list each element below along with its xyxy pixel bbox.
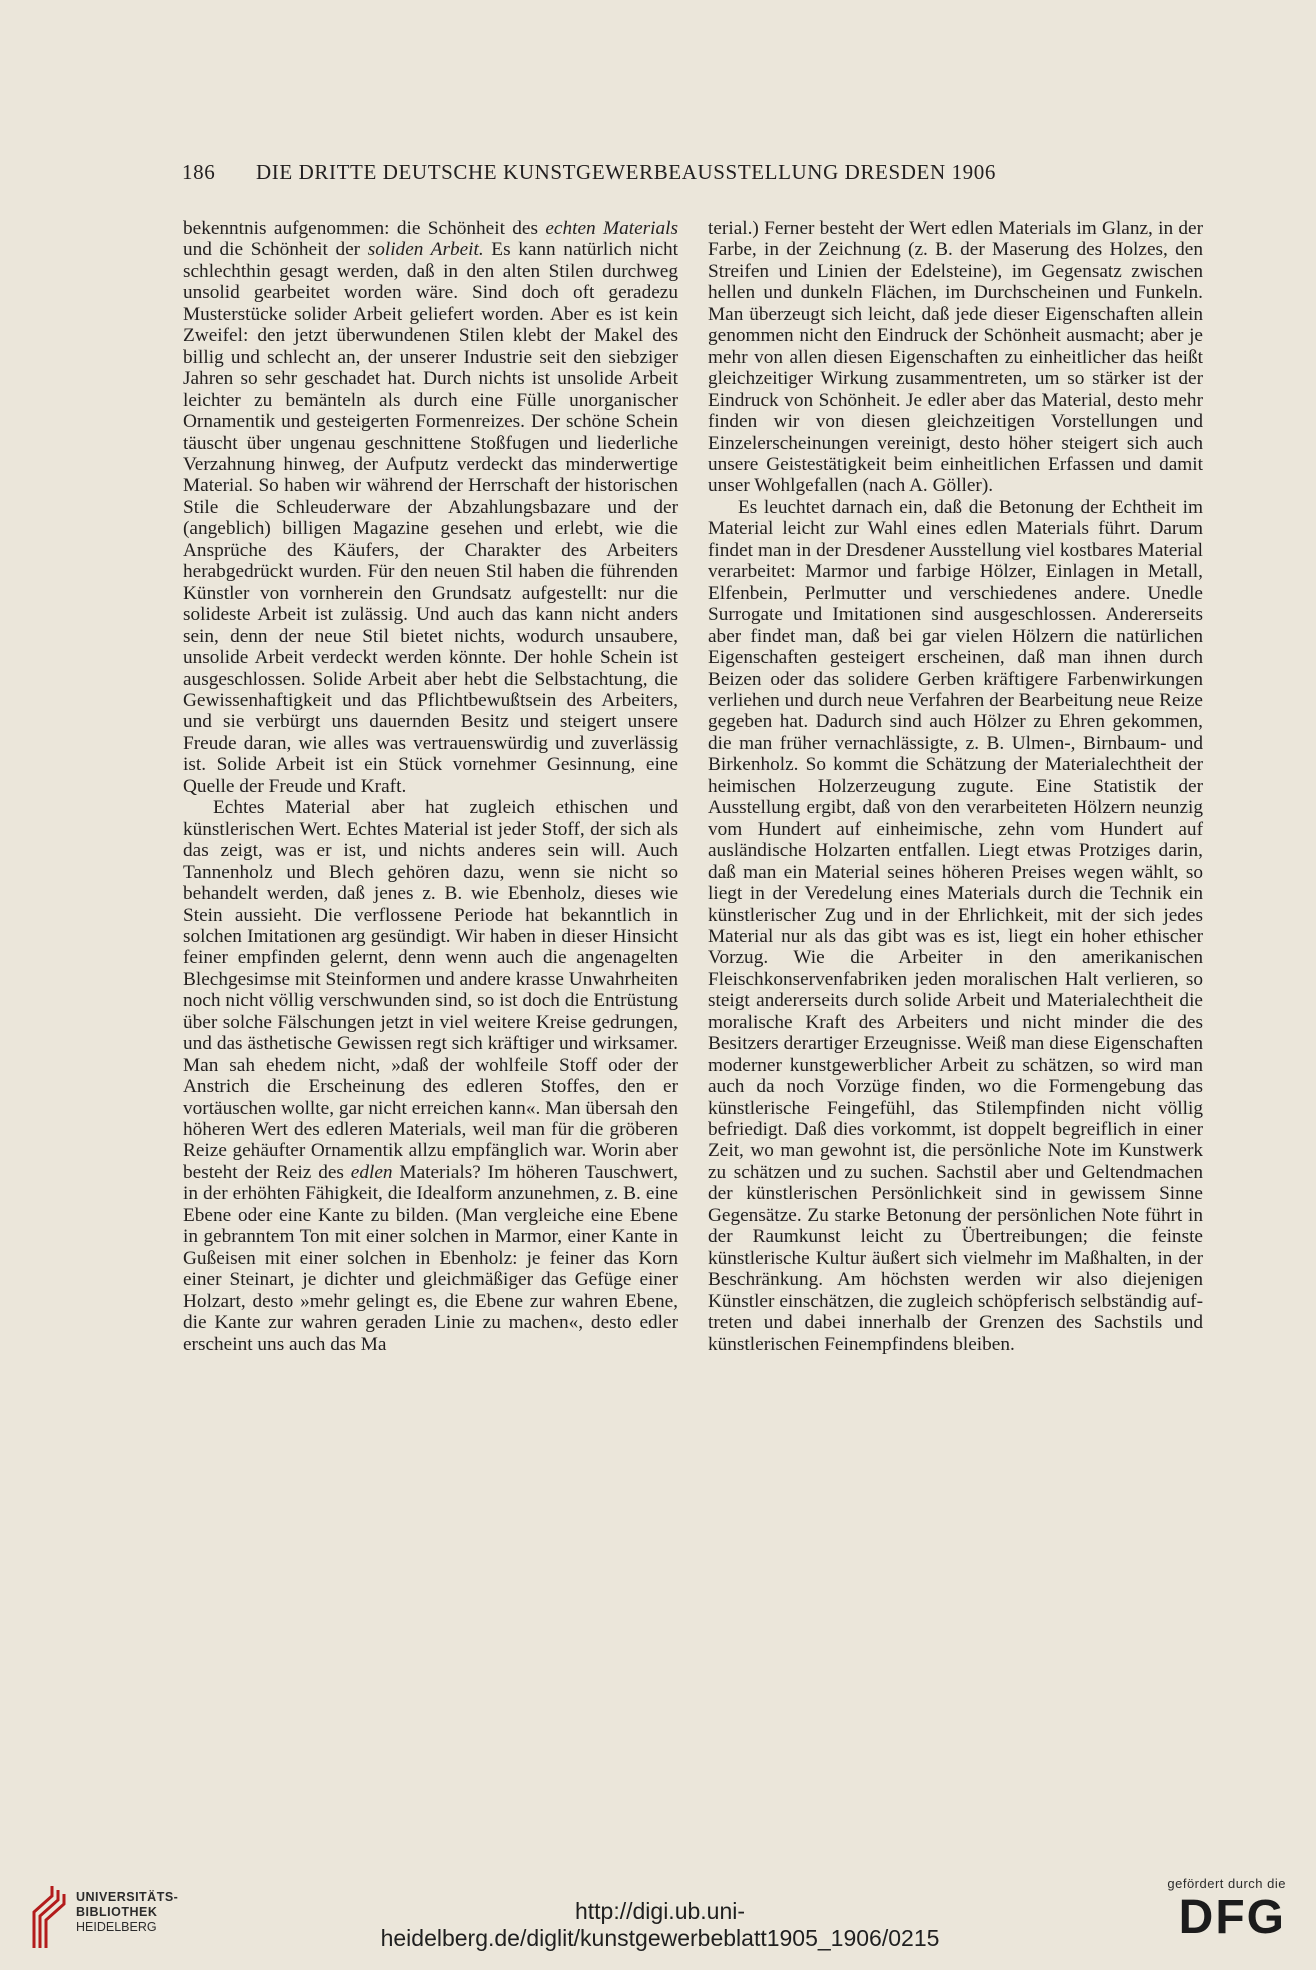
text-run: und die Schönheit der [183, 239, 368, 261]
emphasis-edlen: edlen [350, 1161, 393, 1183]
right-column [708, 218, 1203, 1355]
page-number: 186 [182, 160, 216, 184]
library-name-line-2: BIBLIOTHEK [76, 1905, 158, 1919]
running-head [182, 160, 1092, 185]
library-emblem-icon [30, 1882, 70, 1952]
dfg-logo-icon: DFG [1178, 1891, 1286, 1944]
emphasis-soliden-arbeit: soliden Arbeit. [367, 239, 484, 261]
left-paragraph-2 [183, 797, 678, 1355]
text-run: bekenntnis aufgenommen: die Schönheit des [183, 218, 546, 239]
right-paragraph-1: terial.) Ferner besteht der Wert edlen Materials im Glanz, in der Farbe, in der Zeichnung (z. B. der Maserung des Holzes, den Streifen und Linien der Edelsteine), im Gegensatz zwischen hellen und dunkeln Flächen, im Durchscheinen und Funkeln. Man überzeugt sich leicht, daß jede dieser Eigenschaften allein genommen nicht den Eindruck der Schönheit ausmacht; aber je mehr von allen diesen Eigenschaften zu einheitlicher das heißt gleichzeitiger Wirkung zusammentreten, um so stärker ist der Eindruck von Schönheit. Je edler aber das Material, desto mehr finden wir von diesen gleichzeitigen Vorstellungen und Einzelerscheinungen vereinigt, desto höher steigert sich auch unsere Geistestätigkeit beim einheitlichen Erfassen und damit unser Wohlgefallen (nach A. Göller). [708, 218, 1203, 497]
emphasis-echten-materials: echten Materials [545, 218, 678, 239]
text-run: Echtes Material aber hat zugleich ethischen und künstlerischen Wert. Echtes Material ist jeder Stoff, der sich als das zeigt, was er ist, und nichts anderes sein will. Auch Tannenholz und Blech gehören dazu, wenn sie nicht so behandelt werden, daß jenes z. B. wie Ebenholz, dieses wie Stein aussieht. Die verflossene Periode hat bekanntlich in solchen Imitationen arg gesündigt. Wir haben in dieser Hinsicht feiner empfinden gelernt, denn wenn auch die angenagelten Blechgesimse mit Steinformen und andere krasse Unwahrheiten noch nicht völlig verschwunden sind, so ist doch die Entrüstung über solche Fälschungen jetzt in viel weitere Kreise gedrungen, und das ästhetische Gewissen regt sich kräftiger und wirksamer. Man sah ehedem nicht, »daß der wohlfeile Stoff oder der Anstrich die Erscheinung des edleren Stoffes, den er vortäuschen wollte, gar nicht erreichen kann«. Man übersah den höheren Wert des edleren Materials, weil man für die gröberen Reize gehäufter Ornamentik allzu empfänglich war. Worin aber besteht der Reiz des [183, 797, 678, 1183]
text-run: Materials? Im höheren Tauschwert, in der erhöhten Fähigkeit, die Idealform anzunehmen, z. B. eine Ebene oder eine Kante zu bilden. (Man vergleiche eine Ebene in gebranntem Ton mit einer solchen in Marmor, einer Kante in Gußeisen mit einer solchen in Ebenholz: je feiner das Korn einer Steinart, je dichter und gleichmäßiger das Gefüge einer Holzart, desto »mehr gelingt es, die Ebene zur wahren Ebene, die Kante zur wahren geraden Linie zu machen«, desto edler erscheint uns auch das Ma [183, 1161, 678, 1355]
library-logo[interactable] [30, 1882, 260, 1954]
page-title: DIE DRITTE DEUTSCHE KUNSTGEWERBEAUSSTELLUNG DRESDEN 1906 [256, 160, 996, 184]
library-name-line-1: UNIVERSITÄTS- [76, 1890, 179, 1904]
digitization-footer [0, 1870, 1316, 1970]
text-run: Es kann natürlich nicht schlechthin gesagt werden, daß in den alten Stilen durchweg unsolid gearbeitet worden wäre. Sind doch oft geradezu Musterstücke solider Arbeit geliefert worden. Aber es ist kein Zweifel: den jetzt überwundenen Stilen klebt der Makel des billig und schlecht an, der unserer Industrie seit den siebziger Jahren so sehr geschadet hat. Durch nichts ist unsolide Arbeit leichter zu bemänteln als durch eine Fülle unorganischer Ornamentik und gesteigerten Formenreizes. Der schöne Schein täuscht über ungenau geschnittene Stoßfugen und liederliche Verzahnung hinweg, der Aufputz verdeckt das minderwertige Material. So haben wir während der Herrschaft der historischen Stile die Schleuderware der Abzahlungsbazare und der (angeblich) billigen Magazine gesehen und erlebt, wie die Ansprüche des Käufers, der Charakter des Arbeiters herabgedrückt wurden. Für den neuen Stil haben die führenden Künstler von vornherein den Grundsatz aufgestellt: nur die solideste Arbeit ist zulässig. Und auch das kann nicht anders sein, denn der neue Stil bietet nichts, wodurch unsaubere, unsolide Arbeit verdeckt werden könnte. Der hohle Schein ist ausgeschlossen. Solide Arbeit aber hebt die Selbstachtung, die Gewissenhaftigkeit und das Pflichtbewußtsein des Arbeiters, und sie verbürgt uns dauernden Besitz und steigert unsere Freude daran, wie alles was vertrauenswürdig und zuverlässig ist. Solide Arbeit ist ein Stück vornehmer Gesinnung, eine Quelle der Freude und Kraft. [183, 239, 679, 797]
funding-notice[interactable] [1146, 1876, 1286, 1960]
library-name-line-3: HEIDELBERG [76, 1920, 157, 1934]
left-paragraph-1 [183, 218, 678, 797]
permalink-url[interactable]: http://digi.ub.uni-heidelberg.de/diglit/kunstgewerbeblatt1905_1906/0215 [380, 1898, 940, 1951]
right-paragraph-2: Es leuchtet darnach ein, daß die Betonung der Echtheit im Material leicht zur Wahl eines edlen Materials führt. Darum findet man in der Dresdener Ausstellung viel kostbares Material verarbeitet: Marmor und farbige Hölzer, Einlagen in Metall, Elfenbein, Perlmutter und verschiedenes andere. Unedle Surrogate und Imitationen sind ausgeschlossen. Andererseits aber findet man, daß bei gar vielen Hölzern die natürlichen Eigenschaften gesteigert erscheinen, daß man ihnen durch Beizen oder das solidere Gerben kräftigere Farbenwirkungen verliehen und durch neue Verfahren der Bearbeitung neue Reize gegeben hat. Dadurch sind auch Hölzer zu Ehren gekommen, die man früher vernachlässigte, z. B. Ulmen-, Birnbaum- und Birkenholz. So kommt die Schätzung der Materialechtheit der heimischen Holzerzeugung zugute. Eine Statistik der Ausstellung ergibt, daß von den verarbeiteten Hölzern neunzig vom Hundert auf einheimische, zehn vom Hundert auf ausländische Holzarten entfallen. Liegt etwas Protziges darin, daß man ein Material seines höheren Preises wegen wählt, so liegt in der Veredelung eines Materials durch die Technik ein künstlerischer Zug und in der Ehrlichkeit, mit der sich jedes Material nur als das gibt was es ist, liegt ein hoher ethischer Vorzug. Wie die Arbeiter in den amerikanischen Fleischkonservenfabriken jeden moralischen Halt verlieren, so steigt andererseits durch solide Arbeit und Materialechtheit die moralische Kraft des Arbeiters und nicht minder die des Besitzers derartiger Erzeugnisse. Weiß man diese Eigenschaften moderner kunstgewerblicher Arbeit zu schätzen, so wird man auch da noch Vorzüge finden, wo die Formengebung das künstlerische Feingefühl, das Stilempfinden nicht völlig befriedigt. Daß dies vorkommt, ist doppelt begreiflich in einer Zeit, wo man gewohnt ist, die persönliche Note im Kunstwerk zu schätzen und zu suchen. Sachstil aber und Geltendmachen der künstlerischen Persönlichkeit sind in gewissem Sinne Gegensätze. Zu starke Betonung der persönlichen Note führt in der Raumkunst leicht zu Übertreibungen; die feinste künstlerische Kultur äußert sich vielmehr im Maßhalten, in der Beschränkung. Am höchsten werden wir also diejenigen Künstler einschätzen, die zugleich schöpferisch selbständig auftreten und dabei innerhalb der Grenzen des Sachstils und künstlerischen Feinempfindens bleiben. [708, 496, 1203, 1355]
library-name [76, 1890, 178, 1935]
left-column [183, 218, 678, 1355]
funding-caption: gefördert durch die [1167, 1876, 1286, 1891]
